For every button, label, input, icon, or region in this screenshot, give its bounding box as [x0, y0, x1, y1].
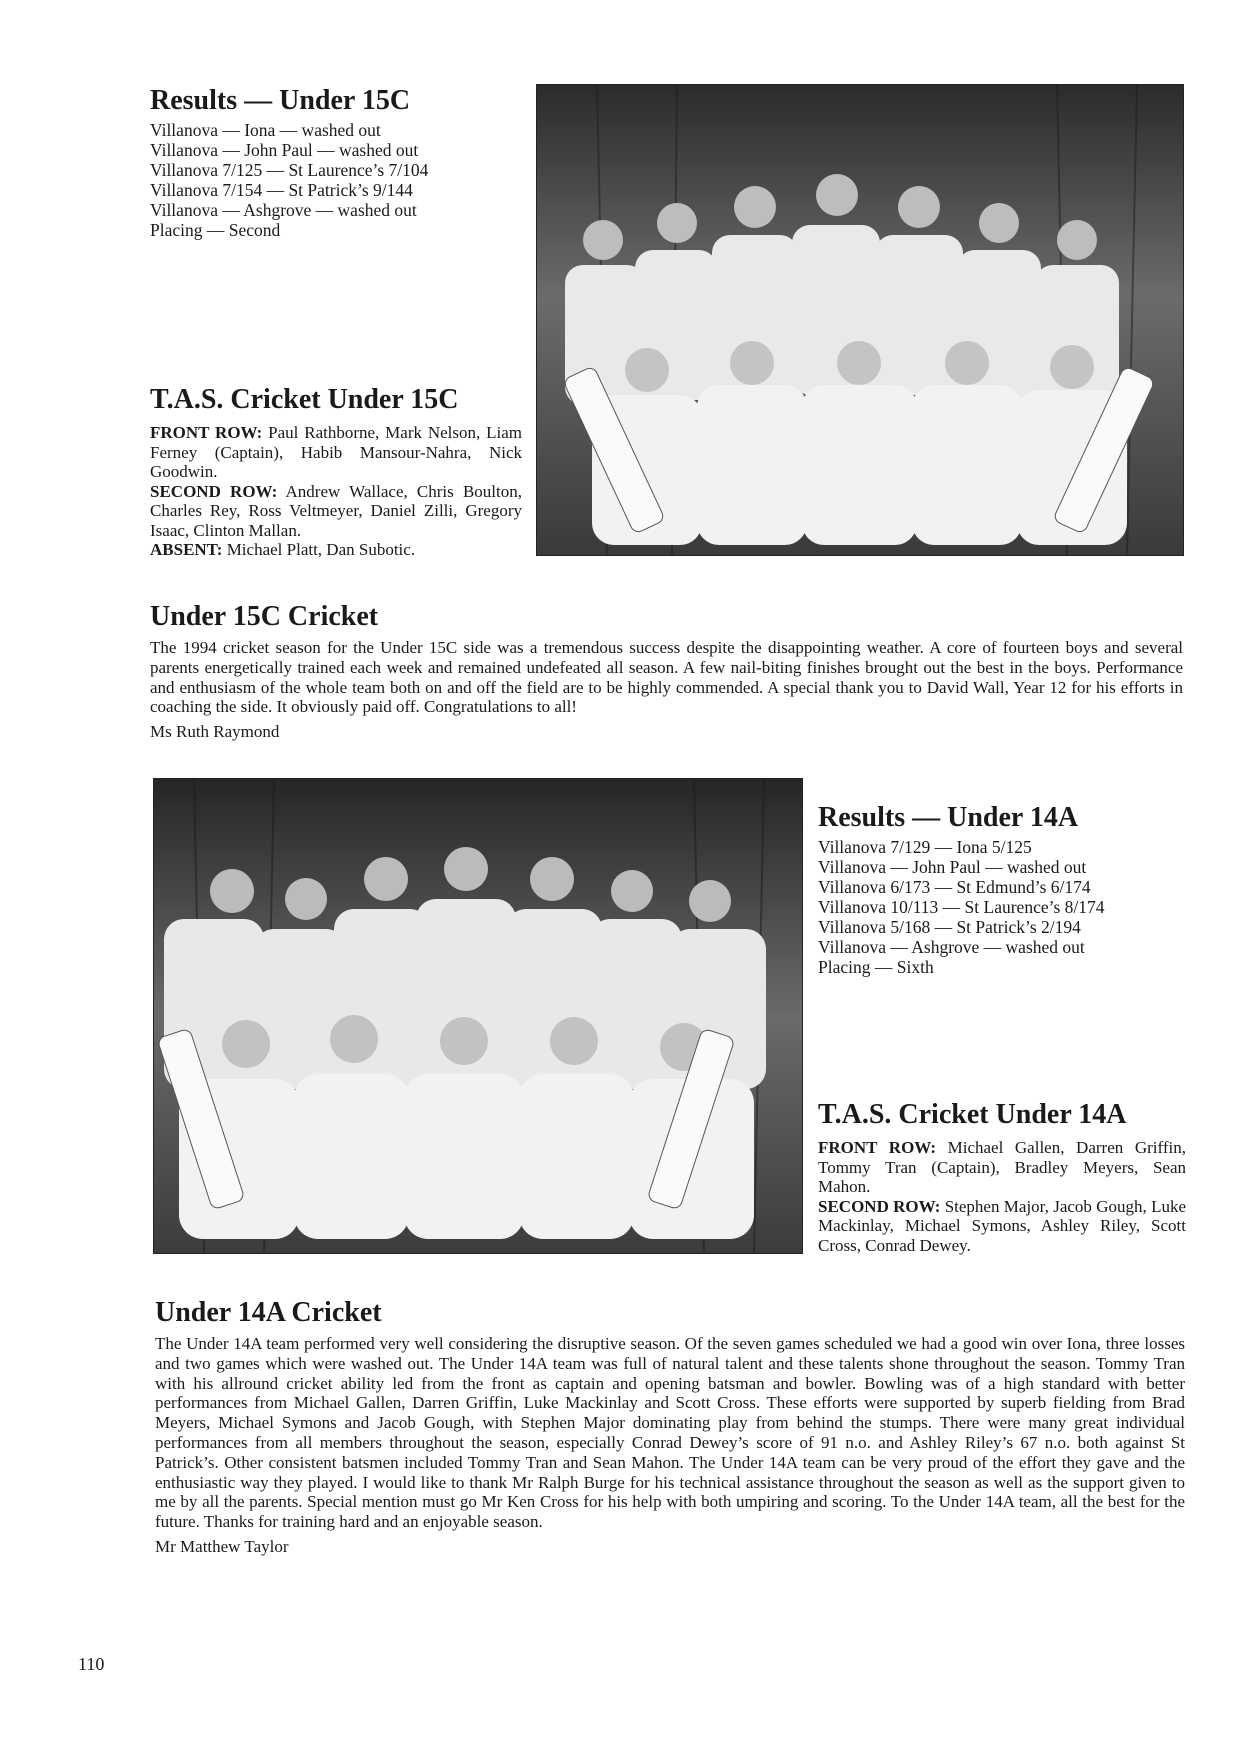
- result-line: Placing — Second: [150, 220, 281, 240]
- front-row-label: FRONT ROW:: [818, 1138, 937, 1157]
- u14a-team-title: T.A.S. Cricket Under 14A: [818, 1099, 1127, 1130]
- page-number: 110: [78, 1654, 105, 1674]
- u15c-report-title: Under 15C Cricket: [150, 601, 379, 632]
- u14a-team-names: [818, 1138, 1186, 1255]
- u15c-results-list: [150, 120, 520, 240]
- result-line: Villanova — Iona — washed out: [150, 120, 381, 140]
- u15c-report-author: Ms Ruth Raymond: [150, 722, 280, 742]
- u14a-results-list: [818, 837, 1188, 977]
- result-line: Villanova 5/168 — St Patrick’s 2/194: [818, 917, 1081, 937]
- result-line: Villanova — Ashgrove — washed out: [818, 937, 1085, 957]
- u15c-team-caption: [150, 385, 522, 560]
- u15c-team-photo-graphic: [537, 85, 1183, 555]
- u15c-results-title: Results — Under 15C: [150, 85, 411, 116]
- u14a-report: [155, 1298, 1185, 1557]
- u15c-report-body: The 1994 cricket season for the Under 15C side was a tremendous success despite the disappointing weather. A core of fourteen boys and several parents energetically trained each week and remained undefeated all season. A few nail-biting finishes brought out the best in the boys. Performance and enthusiasm of the whole team both on and off the field are to be highly commended. A special thank you to David Wall, Year 12 for his efforts in coaching the side. It obviously paid off. Congratulations to all!: [150, 638, 1183, 717]
- u14a-report-title: Under 14A Cricket: [155, 1297, 382, 1328]
- second-row-label: SECOND ROW:: [818, 1196, 941, 1216]
- u14a-team-caption: [818, 1100, 1186, 1255]
- result-line: Villanova 7/154 — St Patrick’s 9/144: [150, 180, 413, 200]
- u15c-results-block: [150, 86, 520, 240]
- u14a-team-photo: [153, 778, 803, 1254]
- result-line: Placing — Sixth: [818, 957, 934, 977]
- front-row-names: Michael Gallen, Darren Griffin, Tommy Tran (Captain), Bradley Meyers, Sean Mahon.: [818, 1138, 1186, 1196]
- result-line: Villanova — John Paul — washed out: [818, 857, 1087, 877]
- u14a-results-block: [818, 803, 1188, 977]
- u14a-report-author: Mr Matthew Taylor: [155, 1536, 289, 1556]
- u15c-team-title: T.A.S. Cricket Under 15C: [150, 384, 459, 415]
- second-row-names: Stephen Major, Jacob Gough, Luke Mackinlay, Michael Symons, Ashley Riley, Scott Cross, Conrad Dewey.: [818, 1196, 1186, 1255]
- u15c-team-photo: [536, 84, 1184, 556]
- result-line: Villanova — Ashgrove — washed out: [150, 200, 417, 220]
- front-row-label: FRONT ROW:: [150, 423, 263, 442]
- front-row-names: Paul Rathborne, Mark Nelson, Liam Ferney (Captain), Habib Mansour-Nahra, Nick Goodwin.: [150, 423, 523, 481]
- second-row-names: Andrew Wallace, Chris Boulton, Charles Rey, Ross Veltmeyer, Daniel Zilli, Gregory Isaac, Clinton Mallan.: [150, 481, 523, 540]
- absent-label: ABSENT:: [150, 540, 223, 559]
- u14a-team-photo-graphic: [154, 779, 802, 1253]
- result-line: Villanova — John Paul — washed out: [150, 140, 419, 160]
- result-line: Villanova 7/129 — Iona 5/125: [818, 837, 1032, 857]
- absent-names: Michael Platt, Dan Subotic.: [226, 540, 416, 559]
- u14a-results-title: Results — Under 14A: [818, 802, 1079, 833]
- u15c-report: [150, 602, 1183, 742]
- result-line: Villanova 10/113 — St Laurence’s 8/174: [818, 897, 1105, 917]
- result-line: Villanova 6/173 — St Edmund’s 6/174: [818, 877, 1091, 897]
- u14a-report-body: The Under 14A team performed very well considering the disruptive season. Of the seven games scheduled we had a good win over Iona, three losses and two games which were washed out. The Under 14A team was full of natural talent and these talents shone throughout the season. Tommy Tran with his allround cricket ability led from the front as captain and opening batsman and bowler. Bowling was of a high standard with better performances from Michael Gallen, Darren Griffin, Luke Mackinlay and Scott Cross. These efforts were supported by superb fielding from Brad Meyers, Michael Symons and Jacob Gough, with Stephen Major dominating play from behind the stumps. There were many great individual performances from all members throughout the season, especially Conrad Dewey’s score of 91 n.o. and Ashley Riley’s 67 n.o. both against St Patrick’s. Other consistent batsmen included Tommy Tran and Sean Mahon. The Under 14A team can be very proud of the effort they gave and the enthusiastic way they played. I would like to thank Mr Ralph Burge for his technical assistance throughout the season as well as the support given to me by all the parents. Special mention must go Mr Ken Cross for his help with both umpiring and scoring. To the Under 14A team, all the best for the future. Thanks for training hard and an enjoyable season.: [155, 1334, 1185, 1532]
- u15c-team-names: [150, 423, 522, 560]
- second-row-label: SECOND ROW:: [150, 481, 278, 501]
- result-line: Villanova 7/125 — St Laurence’s 7/104: [150, 160, 429, 180]
